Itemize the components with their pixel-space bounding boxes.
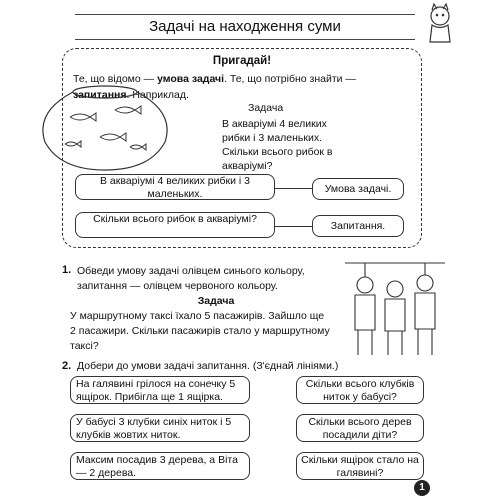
task1-body[interactable]: У маршрутному таксі їхало 5 пасажирів. Зайшло ще 2 пасажири. Скільки пасажирів стало у маршрутному таксі? bbox=[70, 310, 330, 352]
condition-label-box: Умова задачі. bbox=[312, 178, 404, 200]
condition-box: В акваріумі 4 великих рибки і 3 маленьких. bbox=[75, 174, 275, 200]
task2-instruction: Добери до умови задачі запитання. (З'єднай лініями.) bbox=[77, 360, 339, 372]
reminder-heading: Пригадай! bbox=[212, 55, 272, 67]
example-task-label: Задача bbox=[248, 102, 284, 114]
passengers-illustration bbox=[340, 255, 450, 365]
question-box: Скільки всього рибок в акваріумі? bbox=[75, 212, 275, 238]
task1-number: 1. bbox=[62, 264, 72, 276]
reminder-term-condition: умова задачі bbox=[157, 73, 225, 85]
question-option-2[interactable]: Скільки всього дерев посадили діти? bbox=[296, 414, 424, 442]
reminder-term-question: запитання bbox=[73, 89, 127, 101]
task1-instruction: Обведи умову задачі олівцем синього кольору, запитання — олівцем червоного кольору. bbox=[77, 265, 305, 292]
question-option-1[interactable]: Скільки всього клубків ниток у бабусі? bbox=[296, 376, 424, 404]
condition-option-1[interactable]: На галявині грілося на сонечку 5 ящірок. Прибігла ще 1 ящірка. bbox=[70, 376, 250, 404]
task2-number: 2. bbox=[62, 360, 72, 372]
reminder-text-c: . Те, що потрібно знайти — bbox=[224, 73, 356, 85]
aquarium-illustration bbox=[30, 82, 190, 172]
reminder-text-e: . Наприклад. bbox=[126, 89, 189, 101]
page-title: Задачі на находження суми bbox=[75, 14, 415, 40]
question-option-3[interactable]: Скільки ящірок стало на галявині? bbox=[296, 452, 424, 480]
connector-line bbox=[275, 188, 312, 189]
condition-option-3[interactable]: Максим посадив 3 дерева, а Віта — 2 дерева. bbox=[70, 452, 250, 480]
question-label-box: Запитання. bbox=[312, 215, 404, 237]
connector-line bbox=[275, 226, 312, 227]
reminder-text-a: Те, що відомо — bbox=[73, 73, 155, 85]
task1-label: Задача bbox=[197, 295, 235, 307]
page-number: 1 bbox=[414, 480, 430, 496]
cat-illustration bbox=[418, 2, 462, 46]
condition-option-2[interactable]: У бабусі 3 клубки синіх ниток і 5 клубків жовтих ниток. bbox=[70, 414, 250, 442]
example-task-text: В акваріумі 4 великих рибки і 3 маленьких. Скільки всього рибок в акваріумі? bbox=[222, 118, 333, 172]
